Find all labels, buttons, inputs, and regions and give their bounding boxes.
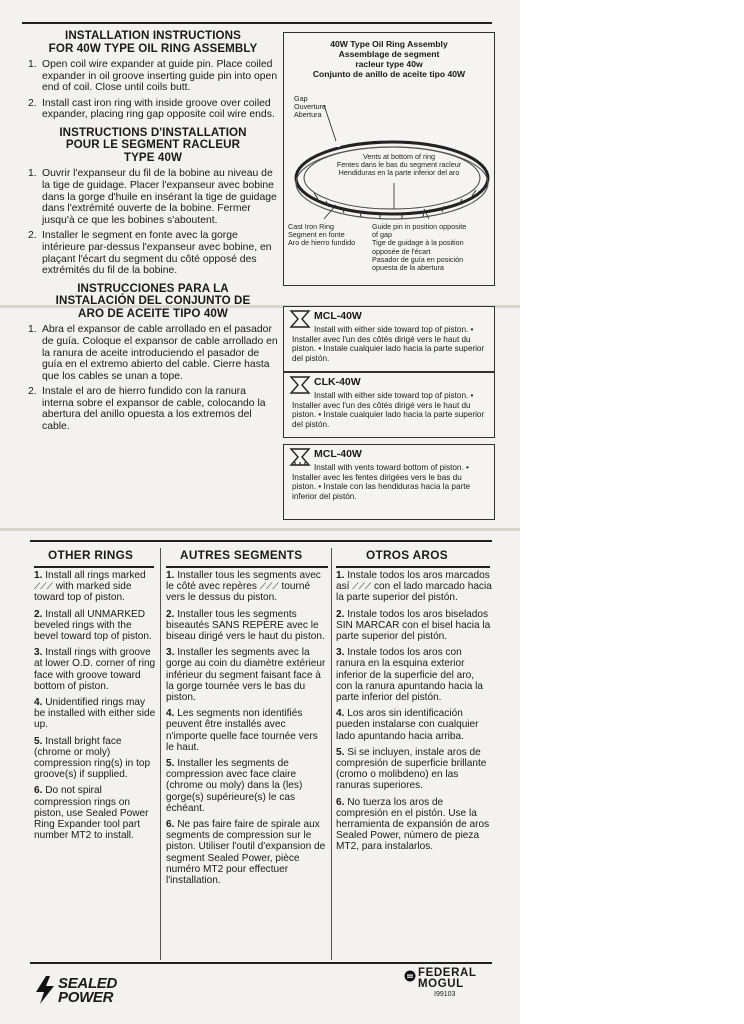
list-item: 4. Los aros sin identificación pueden instalarse con cualquier lado apuntando hacia arriba. (336, 708, 479, 742)
column-rule (34, 566, 154, 568)
list-item: 6. No tuerza los aros de compresión en el pistón. Use la herramienta de expansión de aros Sealed Power, número de pieza MT2, para instalarlos. (336, 796, 490, 853)
sealed-power-logo: SEALED POWER (34, 976, 56, 1009)
french-step: 2. Installer le segment en fonte avec la gorge intérieure par-dessus l'expanseur avec bobine, en plaçant l'écart du segment du côté opposé des extrémités du fil de la bobine. (28, 230, 272, 277)
ring-code: MCL-40W (314, 310, 362, 322)
sealed-power-bolt-icon (34, 976, 56, 1004)
column-divider (331, 548, 332, 960)
english-instructions (28, 30, 278, 121)
list-item: 6. Do not spiral compression rings on piston, use Sealed Power Ring Expander tool part number MT2 to install. (34, 785, 149, 842)
ring-type-text: Install with either side toward top of piston. • Installer avec l'un des côtés dirigé vers le haut du piston. • Instale cualquier lado hacia la parte superior del pistón. (292, 325, 485, 363)
federal-mogul-emblem-icon (404, 970, 416, 982)
other-rings-heading: OTHER RINGS (48, 548, 134, 562)
diagram-title-fr: racleur type 40w (355, 59, 423, 69)
ring-type-box (283, 306, 495, 372)
spanish-step: 1. Abra el expansor de cable arrollado en el pasador de guía. Coloque el expansor de cable arrollado en la ranura de aceite introduciendo el pasador de guía en el extremo abierto del cable. Cierre hasta que los cables se unan a tope. (28, 324, 278, 382)
french-step: 1. Ouvrir l'expanseur du fil de la bobine au niveau de la tige de guidage. Placer l'expanseur avec bobine dans la gorge d'huile en insérant la tige de guidage dans l'extrémité ouverte de la bobine. Fermer jusqu'à ce que les bobines s'aboutent. (28, 168, 277, 226)
oil-ring-diagram (283, 32, 495, 286)
list-item: 2. Installer tous les segments biseautés SANS REPÈRE avec le biseau dirigé vers le haut du piston. (166, 608, 325, 643)
autres-segments-column (166, 570, 328, 891)
column-rule (166, 566, 328, 568)
list-item: 3. Instale todos los aros con ranura en la esquina exterior inferior de la superficie del aro, con la ranura apuntando hacia la parte inferior del pistón. (336, 647, 484, 704)
ring-mark-icon: ⟋⟋⟋ (34, 581, 53, 592)
ring-code: CLK-40W (314, 376, 361, 388)
english-title: INSTALLATION INSTRUCTIONS FOR 40W TYPE OIL RING ASSEMBLY (48, 29, 258, 55)
list-item: 3. Installer les segments avec la gorge au coin du diamètre extérieur inférieur du segment faisant face à la gorge tournée vers le bas du piston. (166, 647, 326, 704)
diagram-title-es: Conjunto de anillo de aceite tipo 40W (312, 69, 466, 79)
ring-type-box (283, 444, 495, 520)
list-item: 4. Unidentified rings may be installed with either side up. (34, 697, 156, 731)
diagram-title-fr: Assemblage de segment (338, 49, 440, 59)
ring-code: MCL-40W (314, 448, 362, 460)
list-item: 5. Installer les segments de compression avec face claire (chrome ou moly) dans la (les) gorge(s) supérieure(s) le cas échéant. (166, 758, 303, 814)
list-item: 4. Les segments non identifiés peuvent être installés avec n'importe quelle face tournée vers le haut. (166, 708, 318, 753)
section-rule (30, 540, 492, 542)
english-step: 1. Open coil wire expander at guide pin. Place coiled expander in oil groove inserting guide pin into open end of coil. Close until coils butt. (28, 59, 278, 94)
vents-label: Vents at bottom of ring Fentes dans le bas du segment racleur Hendiduras en la parte inferior del aro (336, 152, 462, 178)
spanish-title: INSTRUCCIONES PARA LA INSTALACIÓN DEL CONJUNTO DE ARO DE ACEITE TIPO 40W (55, 281, 251, 320)
gap-label: Gap Ouverture Abertura (294, 94, 326, 120)
ring-type-text: Install with either side toward top of piston. • Installer avec l'un des côtés dirigé vers le haut du piston. • Instale cualquier lado hacia la parte superior del pistón. (292, 391, 485, 429)
autres-segments-heading: AUTRES SEGMENTS (180, 548, 303, 562)
ring-mark-icon: ⟋⟋⟋ (259, 581, 279, 592)
other-rings-column (34, 570, 156, 846)
column-rule (336, 566, 490, 568)
french-title: INSTRUCTIONS D'INSTALLATION POUR LE SEGMENT RACLEUR TYPE 40W (59, 125, 247, 164)
diagram-title-en: 40W Type Oil Ring Assembly (330, 39, 448, 49)
list-item: 6. Ne pas faire faire de spirale aux segments de compression sur le piston. Utiliser l'outil d'expansion de segment Sealed Power, pièce numéro MT2 pour effectuer l'installation. (166, 819, 326, 887)
ring-type-box (283, 372, 495, 438)
list-item: 5. Si se incluyen, instale aros de compresión de superficie brillante (cromo o molibdeno) en las ranuras superiores. (336, 746, 487, 792)
list-item: 1. Installer tous les segments avec le côté avec repères ⟋⟋⟋ tourné vers le dessus du piston. (166, 570, 321, 604)
spanish-instructions (28, 283, 278, 433)
top-rule (22, 22, 492, 24)
instruction-sheet: INSTALLATION INSTRUCTIONS FOR 40W TYPE OIL RING ASSEMBLY 1. Open coil wire expander at guide pin. Place coiled expander in oil groove inserting guide pin into open end of coil. Close until coils butt. 2. Install cast iron ring with inside groove over coiled expander, placing ring gap opposite coil wire ends. INSTRUCTIONS D'INSTALLATION POUR LE SEGMENT RACLEUR TYPE 40W 1. Ouvrir l'expanseur du fil de la bobine au niveau de la tige de guidage. Placer l'expanseur avec bobine dans la gorge d'huile en insérant la tige de guidage dans l'extrémité ouverte de la bobine. Fermer jusqu'à ce que les bobines s'aboutent. 2. Installer le segment en fonte avec la gorge intérieure par-dessus l'expanseur avec bobine, en plaçant l'écart du segment du côté opposé des extrémités du fil de la bobine. INSTRUCCIONES PARA LA INSTALACIÓN DEL CONJUNTO DE ARO DE ACEITE TIPO 40W 1. Abra el expansor de cable arrollado en el pasador de guía. Coloque el expansor de cable arrollado en la ranura de aceite introduciendo el pasador de guía en el extremo abierto del cable. Cierre hasta que los cables se unan a tope. 2. Instale el aro de hierro fundido con la ranura interna sobre el expansor de cable, colocando la abertura del anillo opuesta a los extremos del cable. 40W Type Oil Ring Assembly Assemblage de segment racleur type 40w Conjunto de anillo de aceite tipo 40W Gap Ouverture Abertura Vents at bottom of ring Fentes dans le bas du segment racleur Hendiduras en la parte inferior del aro Cast Iron Ring Segment en fonte Aro de hierro fundido Guide pin in position opposite of gap Tige de guidage à la position opposée de l'écart Pasador de guía en posición opuesta de la abertura MCL-40W Install with either side toward top of piston. • Installer avec l'un des côtés dirigé vers le haut du piston. • Instale cualquier lado hacia la parte superior del pistón. CLK-40W Install with either side toward top of piston. • Installer avec l'un des côtés dirigé vers le haut du piston. • Instale cualquier lado hacia la parte superior del pistón. MCL-40W Install with vents toward bottom of piston. • Installer avec les fentes dirigées vers le bas du piston. • Instale con las hendiduras hacia la parte inferior del pistón. OTHER RINGS AUTRES SEGMENTS OTROS AROS 1. Install all rings marked ⟋⟋⟋ with marked side toward top of piston. 2. Install all UNMARKED beveled rings with the bevel toward top of piston. 3. Install rings with groove at lower O.D. corner of ring face with groove toward bottom of piston. 4. Unidentified rings may be installed with either side up. 5. Install bright face (chrome or moly) compression ring(s) in top groove(s) if supplied. 6. Do not spiral compression rings on piston, use Sealed Power Ring Expander tool part number MT2 to install. 1. Installer tous les segments avec le côté avec repères ⟋⟋⟋ tourné vers le dessus du piston. 2. Installer tous les segments biseautés SANS REPÈRE avec le biseau dirigé vers le haut du piston. 3. Installer les segments avec la gorge au coin du diamètre extérieur inférieur du segment faisant face à la gorge tournée vers le bas du piston. 4. Les segments non identifiés peuvent être installés avec n'importe quelle face tournée vers le haut. 5. Installer les segments de compression avec face claire (chrome ou moly) dans la (les) gorge(s) supérieure(s) le cas échéant. 6. Ne pas faire faire de spirale aux segments de compression sur le piston. Utiliser l'outil d'expansion de segment Sealed Power, pièce numéro MT2 pour effectuer l'installation. 1. Instale todos los aros marcados así ⟋⟋⟋ con el lado marcado hacia la parte superior del pistón. 2. Instale todos los aros biselados SIN MARCAR con el bisel hacia la parte superior del pistón. 3. Instale todos los aros con ranura en la esquina exterior inferior de la superficie del aro, con la ranura apuntando hacia la parte inferior del pistón. 4. Los aros sin identificación pueden instalarse con cualquier lado apuntando hacia arriba. 5. Si se incluyen, instale aros de compresión de superficie brillante (cromo o molibdeno) en las ranuras superiores. 6. No tuerza los aros de compresión en el pistón. Use la herramienta de expansión de aros Sealed Power, número de pieza MT2, para instalarlos. SEALED POWER FEDERAL MOGUL I99103 (0, 0, 520, 1024)
column-divider (160, 548, 161, 960)
instructions-column (28, 30, 278, 439)
english-step: 2. Install cast iron ring with inside groove over coiled expander, placing ring gap opposite coil wire ends. (28, 97, 275, 121)
cast-iron-ring-label: Cast Iron Ring Segment en fonte Aro de hierro fundido (288, 222, 356, 248)
list-item: 5. Install bright face (chrome or moly) compression ring(s) in top groove(s) if supplied. (34, 735, 151, 781)
list-item: 2. Install all UNMARKED beveled rings with the bevel toward top of piston. (34, 608, 152, 643)
ring-mark-icon: ⟋⟋⟋ (352, 581, 372, 592)
otros-aros-heading: OTROS AROS (366, 548, 448, 562)
otros-aros-column (336, 570, 492, 858)
list-item: 2. Instale todos los aros biselados SIN MARCAR con el bisel hacia la parte superior del pistón. (336, 608, 491, 643)
guide-pin-label: Guide pin in position opposite of gap Tige de guidage à la position opposée de l'écart Pasador de guía en posición opuesta de la abertura (372, 222, 467, 273)
list-item: 1. Install all rings marked ⟋⟋⟋ with marked side toward top of piston. (34, 570, 146, 604)
list-item: 1. Instale todos los aros marcados así ⟋⟋⟋ con el lado marcado hacia la parte superior del pistón. (336, 570, 492, 604)
ring-type-text: Install with vents toward bottom of piston. • Installer avec les fentes dirigées vers le bas du piston. • Instale con las hendiduras hacia la parte inferior del pistón. (292, 463, 471, 501)
part-number: I99103 (434, 991, 456, 998)
list-item: 3. Install rings with groove at lower O.D. corner of ring face with groove toward bottom of piston. (34, 647, 156, 692)
french-instructions (28, 127, 278, 277)
footer-rule (30, 962, 492, 964)
fold-crease (0, 528, 520, 531)
spanish-step: 2. Instale el aro de hierro fundido con la ranura interna sobre el expansor de cable, colocando la abertura del anillo opuesta a los extremos del cable. (28, 386, 266, 433)
